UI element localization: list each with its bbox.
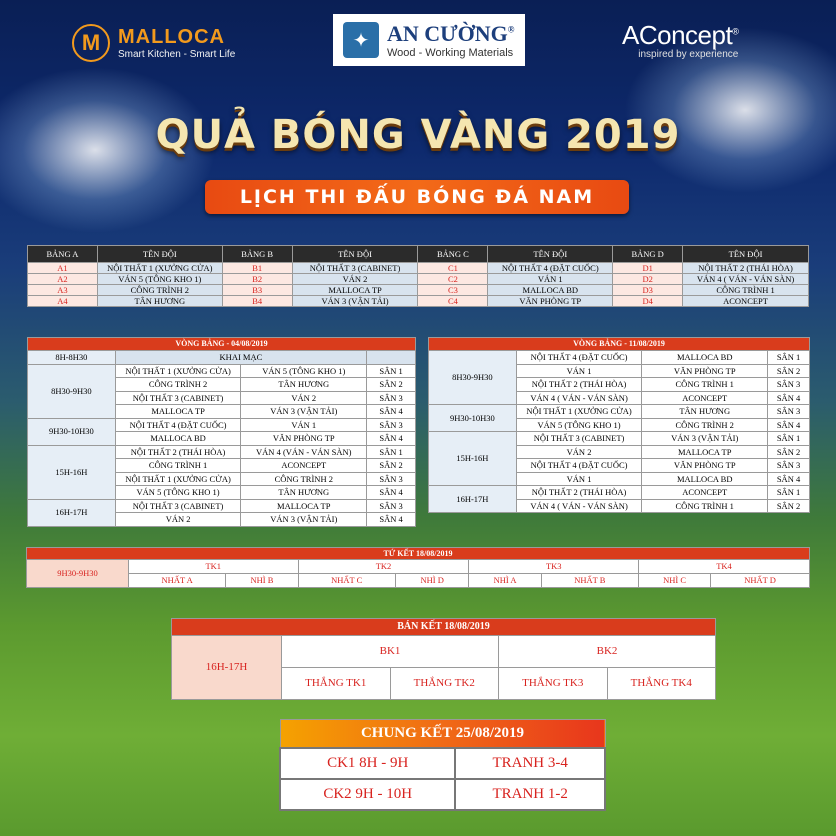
group-code: C2 — [418, 274, 488, 285]
opening-label: KHAI MẠC — [115, 351, 366, 365]
quarterfinal-team: NHẤT B — [541, 574, 638, 588]
quarterfinal-title: TỨ KẾT 18/08/2019 — [27, 548, 810, 560]
aconcept-logo — [622, 20, 738, 60]
away-team: VÁN 2 — [241, 391, 367, 405]
page-subtitle: LỊCH THI ĐẤU BÓNG ĐÁ NAM — [205, 180, 629, 214]
home-team: NỘI THẤT 4 (ĐẶT CUỐC) — [516, 351, 642, 365]
final-decider: TRANH 1-2 — [455, 779, 605, 810]
ancuong-bird-icon: ✦ — [343, 22, 379, 58]
home-team: NỘI THẤT 3 (CABINET) — [115, 391, 241, 405]
away-team: VÁN 1 — [241, 418, 367, 432]
away-team: MALLOCA TP — [241, 499, 367, 513]
quarterfinal-teams-row — [27, 574, 810, 588]
away-team: ACONCEPT — [642, 391, 768, 405]
pitch-label: SÂN 4 — [768, 472, 810, 486]
pitch-label: SÂN 4 — [367, 513, 416, 527]
groups-header: BẢNG B — [222, 246, 292, 263]
quarterfinal-team: NHẤT C — [298, 574, 395, 588]
away-team: TÂN HƯƠNG — [241, 486, 367, 500]
team-name: MALLOCA BD — [488, 285, 613, 296]
pitch-label: SÂN 1 — [367, 364, 416, 378]
semifinal-match-label: BK1 — [282, 636, 499, 668]
groups-header: BẢNG C — [418, 246, 488, 263]
pitch-label: SÂN 3 — [768, 405, 810, 419]
pitch-label: SÂN 4 — [768, 418, 810, 432]
home-team: NỘI THẤT 4 (ĐẶT CUỐC) — [516, 459, 642, 473]
away-team: VĂN PHÒNG TP — [642, 459, 768, 473]
ancuong-logo — [333, 14, 525, 66]
away-team: TÂN HƯƠNG — [241, 378, 367, 392]
pitch-label: SÂN 2 — [768, 364, 810, 378]
page-title: QUẢ BÓNG VÀNG 2019 — [155, 112, 681, 158]
match-time: 9H30-10H30 — [429, 405, 517, 432]
away-team: VĂN PHÒNG TP — [241, 432, 367, 446]
group-code: B4 — [222, 296, 292, 307]
home-team: CÔNG TRÌNH 1 — [115, 459, 241, 473]
malloca-mark-icon: M — [72, 24, 110, 62]
pitch-label: SÂN 3 — [367, 418, 416, 432]
group-code: A1 — [28, 263, 98, 274]
home-team: NỘI THẤT 1 (XƯỞNG CỬA) — [115, 472, 241, 486]
pitch-label: SÂN 2 — [768, 445, 810, 459]
final-row — [280, 748, 605, 779]
pitch-label: SÂN 2 — [768, 499, 810, 513]
semifinal-team: THẮNG TK1 — [282, 668, 391, 700]
home-team: VÁN 4 ( VÁN - VÁN SÀN) — [516, 499, 642, 513]
away-team: VÁN 3 (VẬN TẢI) — [241, 513, 367, 527]
match-row — [429, 432, 810, 446]
away-team: TÂN HƯƠNG — [642, 405, 768, 419]
aconcept-registered: ® — [732, 26, 739, 37]
pitch-label: SÂN 3 — [768, 378, 810, 392]
groups-header: BẢNG A — [28, 246, 98, 263]
match-time: 9H30-10H30 — [28, 418, 116, 445]
ancuong-registered: ® — [507, 24, 515, 35]
match-time: 15H-16H — [28, 445, 116, 499]
team-name: CÔNG TRÌNH 1 — [683, 285, 809, 296]
malloca-logo — [72, 24, 235, 62]
team-name: VÁN 4 ( VÁN - VÁN SÀN) — [683, 274, 809, 285]
table-row — [28, 274, 809, 285]
team-name: VÁN 5 (TÔNG KHO 1) — [97, 274, 222, 285]
team-name: NỘI THẤT 1 (XƯỞNG CỬA) — [97, 263, 222, 274]
home-team: VÁN 4 ( VÁN - VÁN SÀN) — [516, 391, 642, 405]
semifinal-time: 16H-17H — [172, 636, 282, 700]
group-code: D3 — [613, 285, 683, 296]
team-name: NỘI THẤT 2 (THÁI HÒA) — [683, 263, 809, 274]
final-decider: TRANH 3-4 — [455, 748, 605, 779]
quarterfinal-match-label: TK3 — [469, 560, 639, 574]
group-stage-2-table — [428, 337, 810, 513]
semifinal-match-label: BK2 — [499, 636, 716, 668]
home-team: MALLOCA TP — [115, 405, 241, 419]
match-row — [429, 405, 810, 419]
home-team: VÁN 1 — [516, 472, 642, 486]
pitch-label: SÂN 3 — [367, 472, 416, 486]
semifinal-team: THẮNG TK2 — [390, 668, 499, 700]
quarterfinal-time: 9H30-9H30 — [27, 560, 129, 588]
pitch-label: SÂN 1 — [768, 351, 810, 365]
match-time: 8H30-9H30 — [28, 364, 116, 418]
team-name: VÁN 3 (VẬN TẢI) — [292, 296, 418, 307]
away-team: CÔNG TRÌNH 1 — [642, 499, 768, 513]
away-team: ACONCEPT — [241, 459, 367, 473]
match-row — [28, 364, 416, 378]
home-team: NỘI THẤT 1 (XƯỞNG CỬA) — [115, 364, 241, 378]
group-code: C4 — [418, 296, 488, 307]
quarterfinal-team: NHÌ A — [469, 574, 541, 588]
away-team: CÔNG TRÌNH 2 — [642, 418, 768, 432]
quarterfinal-match-label: TK4 — [639, 560, 810, 574]
match-row — [28, 499, 416, 513]
pitch-label: SÂN 1 — [367, 445, 416, 459]
group-code: A4 — [28, 296, 98, 307]
team-name: NỘI THẤT 3 (CABINET) — [292, 263, 418, 274]
group-code: B2 — [222, 274, 292, 285]
table-row — [28, 263, 809, 274]
pitch-label: SÂN 1 — [768, 486, 810, 500]
quarterfinal-team: NHÌ D — [395, 574, 469, 588]
match-time: 15H-16H — [429, 432, 517, 486]
away-team: VÁN 5 (TÔNG KHO 1) — [241, 364, 367, 378]
quarterfinal-match-label: TK2 — [298, 560, 469, 574]
group-code: B3 — [222, 285, 292, 296]
home-team: NỘI THẤT 4 (ĐẶT CUỐC) — [115, 418, 241, 432]
home-team: NỘI THẤT 1 (XƯỞNG CỬA) — [516, 405, 642, 419]
team-name: NỘI THẤT 4 (ĐẶT CUỐC) — [488, 263, 613, 274]
pitch-label: SÂN 2 — [367, 378, 416, 392]
away-team: CÔNG TRÌNH 2 — [241, 472, 367, 486]
away-team: VĂN PHÒNG TP — [642, 364, 768, 378]
away-team: CÔNG TRÌNH 1 — [642, 378, 768, 392]
pitch-label: SÂN 3 — [367, 499, 416, 513]
final-match: CK2 9H - 10H — [280, 779, 455, 810]
aconcept-name: AConcept — [622, 20, 733, 50]
pitch-label: SÂN 3 — [367, 391, 416, 405]
group-code: B1 — [222, 263, 292, 274]
away-team: MALLOCA BD — [642, 351, 768, 365]
home-team: NỘI THẤT 2 (THÁI HÒA) — [516, 486, 642, 500]
home-team: NỘI THẤT 3 (CABINET) — [516, 432, 642, 446]
opening-time: 8H-8H30 — [28, 351, 116, 365]
groups-table — [27, 245, 809, 307]
home-team: NỘI THẤT 2 (THÁI HÒA) — [115, 445, 241, 459]
aconcept-tagline: inspired by experience — [638, 49, 739, 60]
team-name: ACONCEPT — [683, 296, 809, 307]
pitch-label: SÂN 4 — [367, 405, 416, 419]
home-team: VÁN 5 (TÔNG KHO 1) — [516, 418, 642, 432]
semifinal-table — [171, 618, 716, 700]
home-team: VÁN 1 — [516, 364, 642, 378]
away-team: VÁN 3 (VẬN TẢI) — [642, 432, 768, 446]
home-team: MALLOCA BD — [115, 432, 241, 446]
groups-header: BẢNG D — [613, 246, 683, 263]
semifinal-team: THẮNG TK4 — [607, 668, 716, 700]
quarterfinal-team: NHÌ B — [226, 574, 298, 588]
match-time: 8H30-9H30 — [429, 351, 517, 405]
quarterfinal-team: NHÌ C — [639, 574, 711, 588]
team-name: VÁN 1 — [488, 274, 613, 285]
groups-header: TÊN ĐỘI — [683, 246, 809, 263]
final-match: CK1 8H - 9H — [280, 748, 455, 779]
group-code: C1 — [418, 263, 488, 274]
group-code: D1 — [613, 263, 683, 274]
table-row — [28, 285, 809, 296]
ancuong-name: AN CƯỜNG — [387, 21, 508, 46]
quarterfinal-team: NHẤT A — [129, 574, 226, 588]
home-team: VÁN 5 (TÔNG KHO 1) — [115, 486, 241, 500]
home-team: NỘI THẤT 3 (CABINET) — [115, 499, 241, 513]
semifinal-team: THẮNG TK3 — [499, 668, 608, 700]
match-row — [429, 351, 810, 365]
pitch-label: SÂN 2 — [367, 459, 416, 473]
malloca-name: MALLOCA — [118, 26, 225, 48]
final-table — [279, 719, 606, 811]
pitch-label: SÂN 4 — [768, 391, 810, 405]
home-team: NỘI THẤT 2 (THÁI HÒA) — [516, 378, 642, 392]
semifinal-title: BÁN KẾT 18/08/2019 — [172, 619, 716, 636]
groups-header: TÊN ĐỘI — [97, 246, 222, 263]
away-team: MALLOCA TP — [642, 445, 768, 459]
away-team: VÁN 3 (VẬN TẢI) — [241, 405, 367, 419]
home-team: VÁN 2 — [516, 445, 642, 459]
pitch-label: SÂN 1 — [768, 432, 810, 446]
opening-empty — [367, 351, 416, 365]
away-team: VÁN 4 (VÁN - VÁN SÀN) — [241, 445, 367, 459]
away-team: MALLOCA BD — [642, 472, 768, 486]
semifinal-label-row — [172, 636, 716, 668]
home-team: CÔNG TRÌNH 2 — [115, 378, 241, 392]
group-stage-1-table — [27, 337, 416, 527]
ancuong-tagline: Wood - Working Materials — [387, 47, 514, 59]
group-code: D2 — [613, 274, 683, 285]
team-name: TÂN HƯƠNG — [97, 296, 222, 307]
away-team: ACONCEPT — [642, 486, 768, 500]
pitch-label: SÂN 4 — [367, 432, 416, 446]
group-code: A2 — [28, 274, 98, 285]
group-code: D4 — [613, 296, 683, 307]
quarterfinal-team: NHẤT D — [711, 574, 810, 588]
groups-header: TÊN ĐỘI — [488, 246, 613, 263]
team-name: CÔNG TRÌNH 2 — [97, 285, 222, 296]
group-code: A3 — [28, 285, 98, 296]
match-time: 16H-17H — [28, 499, 116, 526]
table-row — [28, 296, 809, 307]
group-stage-2-title: VÒNG BẢNG - 11/08/2019 — [429, 338, 810, 351]
final-row — [280, 779, 605, 810]
quarterfinal-label-row — [27, 560, 810, 574]
pitch-label: SÂN 3 — [768, 459, 810, 473]
group-stage-1-title: VÒNG BẢNG - 04/08/2019 — [28, 338, 416, 351]
home-team: VÁN 2 — [115, 513, 241, 527]
quarterfinal-match-label: TK1 — [129, 560, 299, 574]
pitch-label: SÂN 4 — [367, 486, 416, 500]
match-row — [28, 445, 416, 459]
malloca-tagline: Smart Kitchen - Smart Life — [118, 49, 236, 60]
team-name: MALLOCA TP — [292, 285, 418, 296]
quarterfinal-table — [26, 547, 810, 588]
groups-header: TÊN ĐỘI — [292, 246, 418, 263]
match-row — [429, 486, 810, 500]
group-code: C3 — [418, 285, 488, 296]
team-name: VÁN 2 — [292, 274, 418, 285]
final-title: CHUNG KẾT 25/08/2019 — [280, 720, 605, 748]
match-row — [28, 418, 416, 432]
match-time: 16H-17H — [429, 486, 517, 513]
team-name: VĂN PHÒNG TP — [488, 296, 613, 307]
